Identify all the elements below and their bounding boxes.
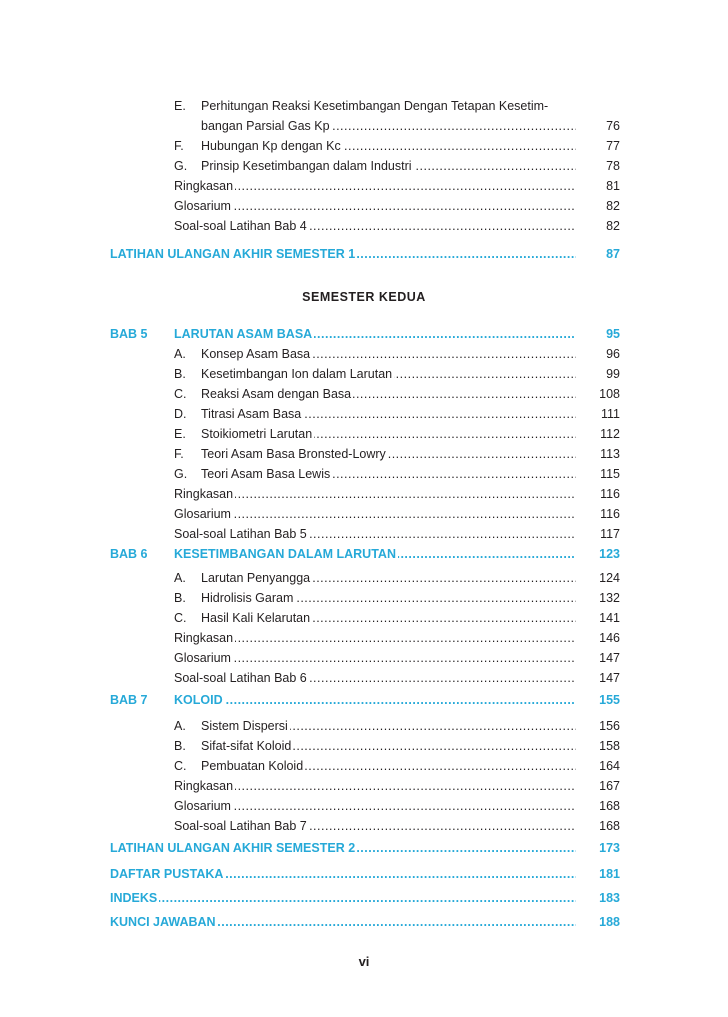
toc-row — [0, 756, 728, 776]
toc-page-number: 156 — [599, 719, 620, 733]
toc-entry-text: Hubungan Kp dengan Kc — [201, 139, 341, 153]
toc-row — [0, 776, 728, 796]
toc-row — [0, 504, 728, 524]
toc-entry — [174, 196, 576, 216]
toc-entry — [201, 444, 576, 464]
toc-letter: C. — [174, 759, 187, 773]
toc-row — [0, 588, 728, 608]
toc-row — [0, 364, 728, 384]
toc-entry-text: Soal-soal Latihan Bab 4 — [174, 219, 307, 233]
toc-entry — [201, 424, 576, 444]
toc-major-row — [0, 888, 728, 908]
toc-page-number: 141 — [599, 611, 620, 625]
toc-letter: A. — [174, 347, 186, 361]
toc-row — [0, 716, 728, 736]
toc-major-row — [0, 838, 728, 858]
toc-page-number: 168 — [599, 799, 620, 813]
toc-row — [0, 424, 728, 444]
toc-letter: B. — [174, 591, 186, 605]
semester-heading: SEMESTER KEDUA — [302, 290, 426, 304]
toc-entry — [110, 244, 576, 264]
toc-entry-text: Konsep Asam Basa — [201, 347, 311, 361]
toc-letter: E. — [174, 99, 186, 113]
toc-row — [0, 344, 728, 364]
toc-entry — [174, 504, 576, 524]
toc-entry — [110, 912, 576, 932]
toc-page-number: 147 — [599, 671, 620, 685]
toc-page-number: 158 — [599, 739, 620, 753]
toc-page-number: 123 — [599, 547, 620, 561]
toc-letter: E. — [174, 427, 186, 441]
toc-entry-text: Glosarium — [174, 507, 231, 521]
toc-letter: D. — [174, 407, 187, 421]
toc-entry — [201, 136, 576, 156]
toc-page-number: 116 — [600, 487, 620, 501]
toc-entry — [201, 156, 576, 176]
toc-row — [0, 464, 728, 484]
toc-entry-text: KUNCI JAWABAN — [110, 915, 216, 929]
toc-entry-text: Hasil Kali Kelarutan — [201, 611, 311, 625]
toc-entry — [201, 344, 576, 364]
toc-entry — [110, 838, 576, 858]
toc-entry — [201, 736, 576, 756]
toc-page-number: 78 — [606, 159, 620, 173]
toc-row — [0, 216, 728, 236]
toc-entry — [201, 384, 576, 404]
toc-entry — [174, 324, 576, 344]
toc-page-number: 112 — [600, 427, 620, 441]
toc-letter: F. — [174, 447, 184, 461]
toc-letter: G. — [174, 467, 188, 481]
toc-page-number: 168 — [599, 819, 620, 833]
toc-entry-text: INDEKS — [110, 891, 158, 905]
toc-entry-text: Hidrolisis Garam — [201, 591, 294, 605]
toc-row — [0, 668, 728, 688]
toc-row — [0, 648, 728, 668]
toc-page-number: 132 — [599, 591, 620, 605]
toc-entry — [174, 816, 576, 836]
toc-entry-text: Soal-soal Latihan Bab 6 — [174, 671, 307, 685]
toc-entry-text: Glosarium — [174, 651, 231, 665]
toc-page-number: 147 — [599, 651, 620, 665]
toc-entry-text: Soal-soal Latihan Bab 5 — [174, 527, 307, 541]
toc-row — [0, 524, 728, 544]
toc-page-number: 117 — [600, 527, 620, 541]
toc-entry-text: Ringkasan — [174, 779, 234, 793]
toc-page-number: 115 — [600, 467, 620, 481]
toc-entry-text: LATIHAN ULANGAN AKHIR SEMESTER 1 — [110, 247, 356, 261]
toc-entry — [174, 544, 576, 564]
toc-letter: C. — [174, 611, 187, 625]
toc-entry — [174, 176, 576, 196]
toc-entry-text: Teori Asam Basa Lewis — [201, 467, 331, 481]
toc-entry-text: Glosarium — [174, 199, 231, 213]
toc-page-number: 183 — [599, 891, 620, 905]
toc-entry — [201, 608, 576, 628]
toc-entry-text: Ringkasan — [174, 631, 234, 645]
toc-entry-text: LATIHAN ULANGAN AKHIR SEMESTER 2 — [110, 841, 356, 855]
toc-row — [0, 628, 728, 648]
toc-chapter-row — [0, 324, 728, 344]
toc-entry-text: bangan Parsial Gas Kp — [201, 119, 330, 133]
toc-letter: B. — [174, 739, 186, 753]
toc-entry-text: Kesetimbangan Ion dalam Larutan — [201, 367, 393, 381]
toc-entry-text: KOLOID — [174, 693, 223, 707]
toc-page-number: 76 — [606, 119, 620, 133]
toc-row — [0, 116, 728, 136]
toc-entry — [174, 484, 576, 504]
toc-entry — [174, 690, 576, 710]
toc-letter: A. — [174, 719, 186, 733]
toc-major-row — [0, 244, 728, 264]
toc-entry — [201, 404, 576, 424]
toc-page-number: 188 — [599, 915, 620, 929]
toc-entry — [201, 588, 576, 608]
toc-entry-text: KESETIMBANGAN DALAM LARUTAN — [174, 547, 396, 561]
toc-page-number: 99 — [606, 367, 620, 381]
toc-page-number: 96 — [606, 347, 620, 361]
toc-entry — [110, 888, 576, 908]
toc-entry — [201, 716, 576, 736]
toc-row — [0, 176, 728, 196]
toc-entry — [201, 116, 576, 136]
toc-entry — [201, 464, 576, 484]
toc-entry-text: Ringkasan — [174, 487, 234, 501]
chapter-code: BAB 7 — [110, 693, 148, 707]
toc-entry-text: DAFTAR PUSTAKA — [110, 867, 224, 881]
toc-entry — [174, 796, 576, 816]
toc-entry-text: Prinsip Kesetimbangan dalam Industri — [201, 159, 412, 173]
toc-page-number: 173 — [599, 841, 620, 855]
toc-page-number: 167 — [599, 779, 620, 793]
toc-entry-text: Larutan Penyangga — [201, 571, 311, 585]
toc-entry — [174, 776, 576, 796]
toc-row — [0, 608, 728, 628]
toc-page-number: 146 — [599, 631, 620, 645]
toc-chapter-row — [0, 544, 728, 564]
toc-entry — [201, 756, 576, 776]
toc-entry — [174, 648, 576, 668]
toc-letter: F. — [174, 139, 184, 153]
page-number: vi — [358, 954, 370, 969]
toc-entry — [174, 216, 576, 236]
toc-row — [0, 568, 728, 588]
toc-entry-text: Ringkasan — [174, 179, 234, 193]
toc-entry — [201, 568, 576, 588]
toc-row — [0, 816, 728, 836]
toc-entry-text: Glosarium — [174, 799, 231, 813]
toc-row — [0, 196, 728, 216]
toc-letter: B. — [174, 367, 186, 381]
toc-page-number: 82 — [606, 219, 620, 233]
toc-page-number: 116 — [600, 507, 620, 521]
toc-row — [0, 484, 728, 504]
toc-row — [0, 156, 728, 176]
toc-row — [0, 384, 728, 404]
toc-row — [0, 736, 728, 756]
toc-page-number: 77 — [606, 139, 620, 153]
toc-entry-text: Perhitungan Reaksi Kesetimbangan Dengan Tetapan Kesetim- — [201, 99, 549, 113]
toc-letter: A. — [174, 571, 186, 585]
toc-entry-text: Teori Asam Basa Bronsted-Lowry — [201, 447, 386, 461]
toc-row — [0, 404, 728, 424]
toc-chapter-row — [0, 690, 728, 710]
toc-entry — [174, 628, 576, 648]
toc-page-number: 113 — [600, 447, 620, 461]
toc-entry — [174, 668, 576, 688]
toc-page-number: 87 — [606, 247, 620, 261]
toc-major-row — [0, 864, 728, 884]
toc-page-number: 108 — [599, 387, 620, 401]
toc-page-number: 81 — [606, 179, 620, 193]
chapter-code: BAB 6 — [110, 547, 148, 561]
toc-major-row — [0, 912, 728, 932]
toc-entry-text: Titrasi Asam Basa — [201, 407, 302, 421]
toc-entry — [201, 364, 576, 384]
toc-row — [0, 136, 728, 156]
toc-entry-text: Pembuatan Koloid — [201, 759, 304, 773]
toc-entry — [110, 864, 576, 884]
toc-page-number: 82 — [606, 199, 620, 213]
toc-letter: C. — [174, 387, 187, 401]
toc-page-number: 95 — [606, 327, 620, 341]
toc-page-number: 164 — [599, 759, 620, 773]
toc-row — [0, 444, 728, 464]
toc-entry-text: Sifat-sifat Koloid — [201, 739, 292, 753]
toc-entry — [174, 524, 576, 544]
toc-entry-text: LARUTAN ASAM BASA — [174, 327, 313, 341]
toc-page-number: 111 — [600, 407, 620, 421]
toc-entry-text: Sistem Dispersi — [201, 719, 288, 733]
toc-entry-text: Soal-soal Latihan Bab 7 — [174, 819, 307, 833]
toc-letter: G. — [174, 159, 188, 173]
toc-page-number: 124 — [599, 571, 620, 585]
toc-row — [0, 796, 728, 816]
chapter-code: BAB 5 — [110, 327, 148, 341]
toc-page-number: 155 — [599, 693, 620, 707]
toc-entry-text: Reaksi Asam dengan Basa — [201, 387, 352, 401]
toc-entry-text: Stoikiometri Larutan — [201, 427, 313, 441]
toc-page-number: 181 — [599, 867, 620, 881]
